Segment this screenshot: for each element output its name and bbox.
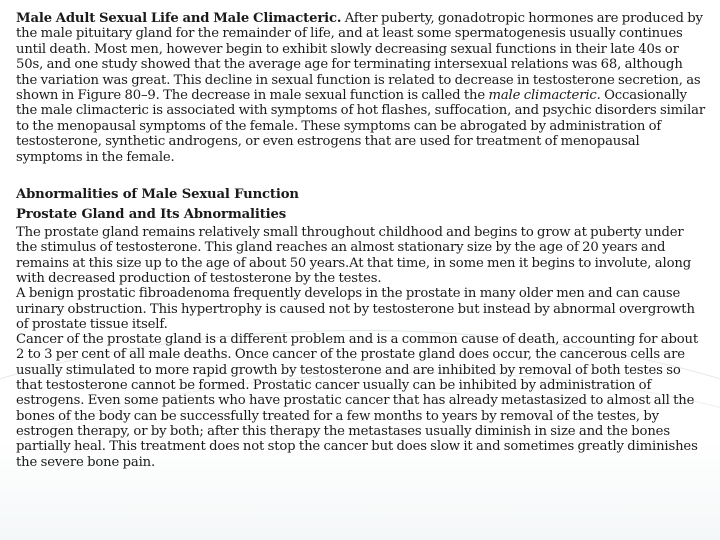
prostate-growth-paragraph: The prostate gland remains relatively small throughout childhood and begins to grow at puberty under the stimulus of testosterone. This gland reaches an almost stationary size by the age of 20 years and remains at this size up to the age of about 50 years.At that time, in some men it begins to involute, along with decreased production of testosterone by the testes.: [16, 225, 691, 286]
slide-content: [16, 11, 706, 470]
section-heading: Abnormalities of Male Sexual Function: [16, 187, 299, 203]
climacteric-term: male climacteric.: [488, 88, 601, 104]
climacteric-paragraph: [16, 11, 706, 165]
climacteric-text-continued: Occasionally the male climacteric is associated with symptoms of hot flashes, suffocation, and psychic disorders similar to the menopausal symptoms of the female. These symptoms can be abrogated by administration of testosterone, synthetic androgens, or even estrogens that are used for treatment of menopausal symptoms in the female.: [16, 88, 706, 165]
prostate-cancer-paragraph: Cancer of the prostate gland is a different problem and is a common cause of death, accounting for about 2 to 3 per cent of all male deaths. Once cancer of the prostate gland does occur, the cancerous cells are usually stimulated to more rapid growth by testosterone and are inhibited by removal of both testes so that testosterone cannot be formed. Prostatic cancer usually can be inhibited by administration of estrogens. Even some patients who have prostatic cancer that has already metastasized to almost all the bones of the body can be successfully treated for a few months to years by removal of the testes, by estrogen therapy, or by both; after this therapy the metastases usually diminish in size and the bones partially heal. This treatment does not stop the cancer but does slow it and sometimes greatly diminishes the severe bone pain.: [16, 332, 699, 470]
section-subheading: Prostate Gland and Its Abnormalities: [16, 207, 287, 223]
climacteric-text: After puberty, gonadotropic hormones are produced by the male pituitary gland for the remainder of life, and at least some spermatogenesis usually continues until death. Most men, however begin to exhibit slowly decreasing sexual functions in their late 40s or 50s, and one study showed that the average age for terminating intersexual relations was 68, although the variation was great. This decline in sexual function is related to decrease in testosterone secretion, as shown in Figure 80–9. The decrease in male sexual function is called the: [16, 11, 703, 104]
abnormalities-section: [16, 185, 706, 470]
fibroadenoma-paragraph: A benign prostatic fibroadenoma frequently develops in the prostate in many older men and can cause urinary obstruction. This hypertrophy is caused not by testosterone but instead by abnormal overgrowth of prostate tissue itself.: [16, 286, 695, 332]
climacteric-lead: Male Adult Sexual Life and Male Climacteric.: [16, 11, 342, 26]
